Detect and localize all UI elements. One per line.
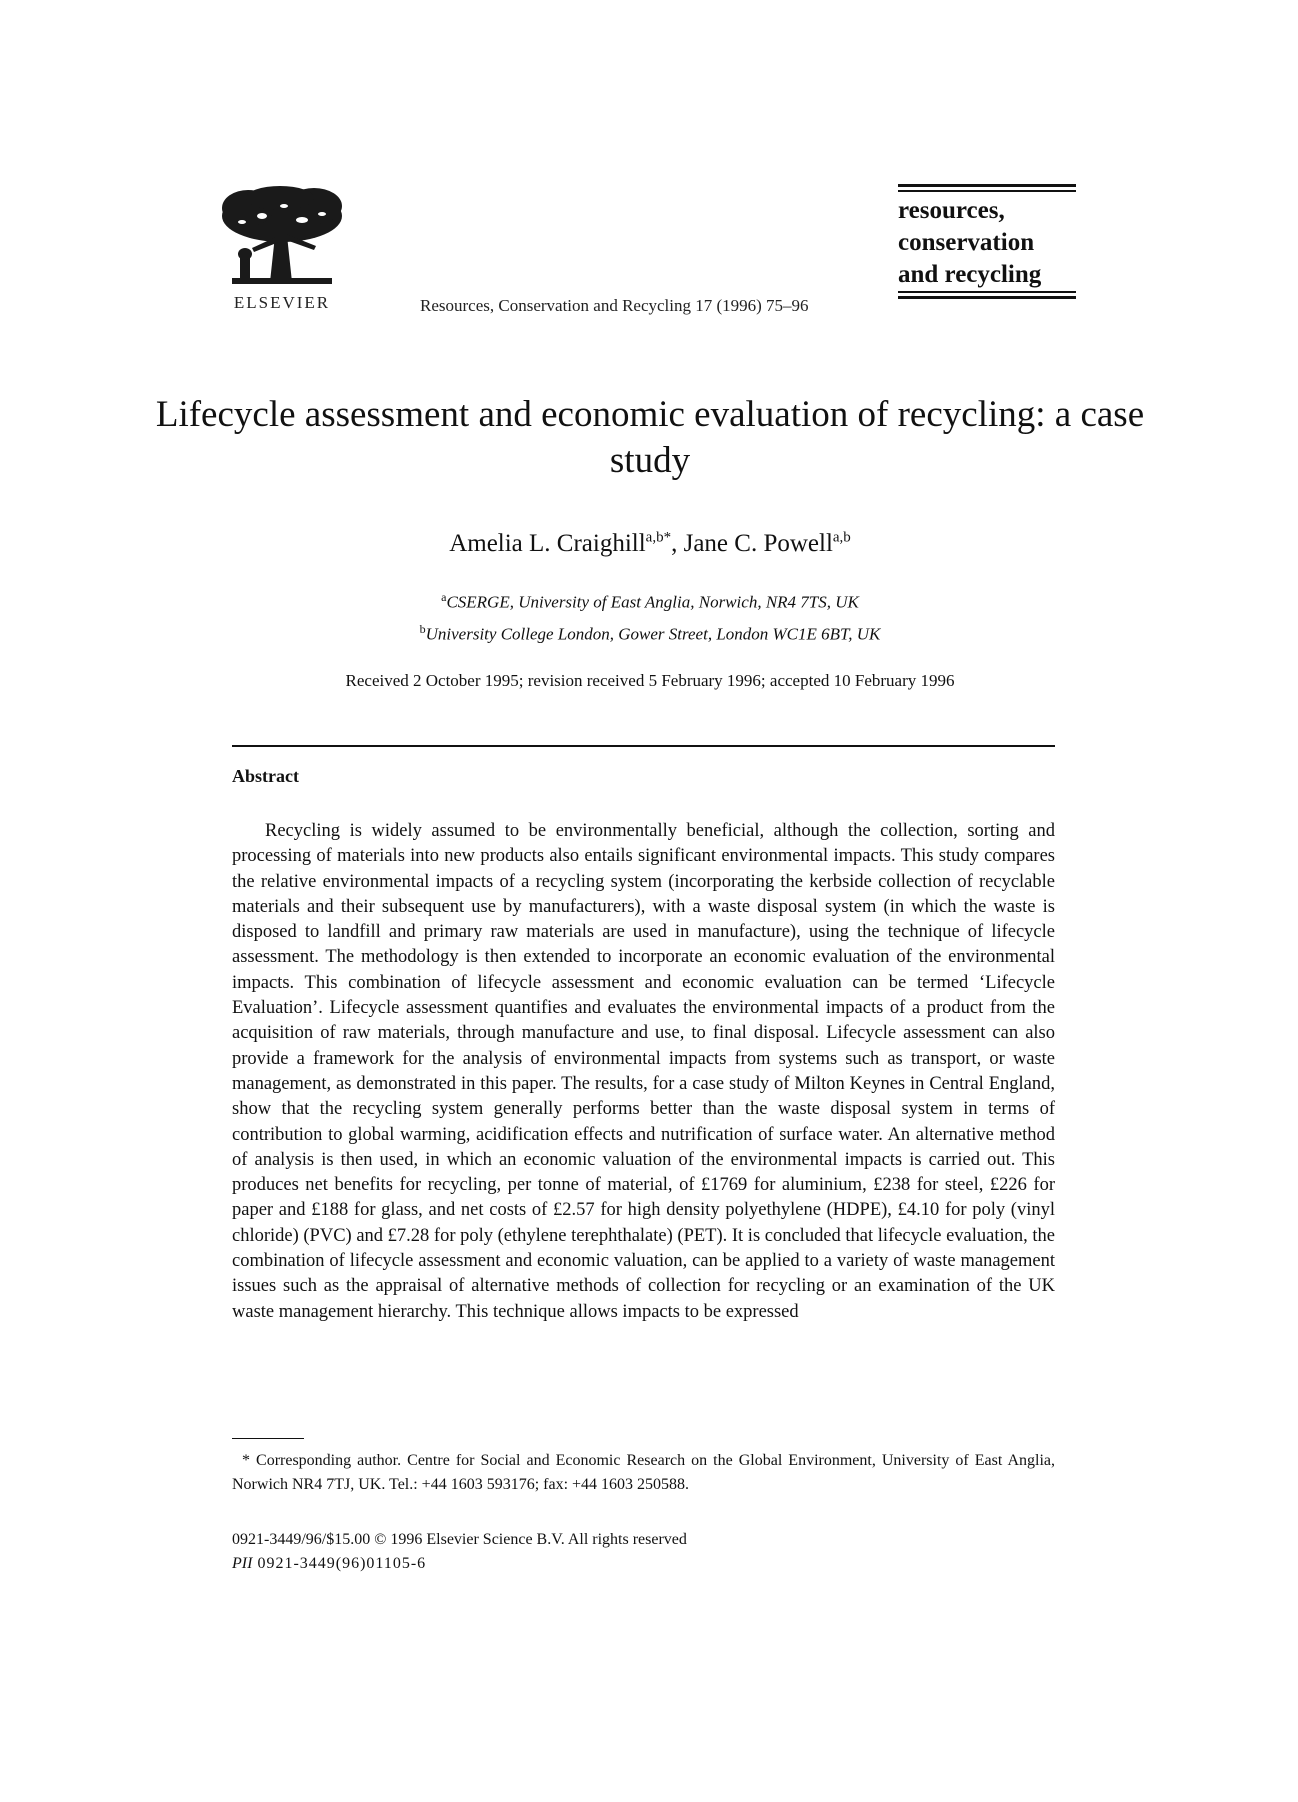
abstract-heading: Abstract bbox=[232, 766, 299, 786]
pii-number: 0921-3449(96)01105-6 bbox=[252, 1555, 427, 1572]
affiliation bbox=[150, 616, 1150, 648]
author-list bbox=[150, 530, 1150, 558]
author-name: Amelia L. Craighill bbox=[449, 530, 646, 557]
divider bbox=[232, 745, 1055, 747]
corresponding-mark: * bbox=[663, 529, 672, 546]
brand-line: resources, bbox=[898, 197, 1005, 224]
publisher-logo bbox=[218, 186, 346, 310]
journal-citation: Resources, Conservation and Recycling 17 (1996) 75–96 bbox=[420, 296, 809, 315]
affiliation-text: CSERGE, University of East Anglia, Norwich, NR4 7TS, UK bbox=[446, 592, 859, 612]
article-title: Lifecycle assessment and economic evaluation of recycling: a case study bbox=[155, 394, 1145, 481]
tree-icon bbox=[218, 186, 346, 290]
footnote-text: Corresponding author. Centre for Social and Economic Research on the Global Environment, University of East Anglia, Norwich NR4 7TJ, UK. Tel.: +44 1603 593176; fax: +44 1603 250588. bbox=[232, 1452, 1055, 1493]
brand-rule bbox=[898, 190, 1076, 192]
brand-line: conservation bbox=[898, 229, 1035, 256]
affiliation-text: University College London, Gower Street, London WC1E 6BT, UK bbox=[425, 624, 881, 644]
journal-brand bbox=[898, 184, 1076, 302]
affiliations bbox=[150, 584, 1150, 647]
pii-label: PII bbox=[232, 1555, 253, 1572]
affiliation-sup: b bbox=[419, 621, 426, 636]
author-name: Jane C. Powell bbox=[683, 530, 833, 557]
brand-rule bbox=[898, 184, 1076, 187]
received-dates: Received 2 October 1995; revision received 5 February 1996; accepted 10 February 1996 bbox=[345, 671, 955, 690]
author-separator: , bbox=[671, 530, 684, 557]
brand-line: and recycling bbox=[898, 261, 1042, 288]
abstract-body: Recycling is widely assumed to be environmentally beneficial, although the collection, sorting and processing of materials into new products also entails significant environmental impacts. This study compares the relative environmental impacts of a recycling system (incorporating the kerbside collection of recyclable materials and their subsequent use by manufacturers), with a waste disposal system (in which the waste is disposed to landfill and primary raw materials are used in manufacture), using the technique of lifecycle assessment. The methodology is then extended to incorporate an economic evaluation of the environmental impacts. This combination of lifecycle assessment and economic evaluation can be termed ‘Lifecycle Evaluation’. Lifecycle assessment quantifies and evaluates the environmental impacts of a product from the acquisition of raw materials, through manufacture and use, to final disposal. Lifecycle assessment can also provide a framework for the analysis of environmental impacts from systems such as transport, or waste management, as demonstrated in this paper. The results, for a case study of Milton Keynes in Central England, show that the recycling system generally performs better than the waste disposal system in terms of contribution to global warming, acidification effects and nutrification of surface water. An alternative method of analysis is then used, in which an economic valuation of the environmental impacts is carried out. This produces net benefits for recycling, per tonne of material, of £1769 for aluminium, £238 for steel, £226 for paper and £188 for glass, and net costs of £2.57 for high density polyethylene (HDPE), £4.10 for poly (vinyl chloride) (PVC) and £7.28 for poly (ethylene terephthalate) (PET). It is concluded that lifecycle evaluation, the combination of lifecycle assessment and economic valuation, can be applied to a variety of waste management issues such as the appraisal of alternative methods of collection for recycling or an examination of the UK waste management hierarchy. This technique allows impacts to be expressed bbox=[232, 821, 1055, 1322]
affiliation bbox=[150, 584, 1150, 616]
author-affil-sup: a,b bbox=[832, 529, 851, 546]
copyright-line: 0921-3449/96/$15.00 © 1996 Elsevier Science B.V. All rights reserved bbox=[232, 1531, 687, 1548]
footnote-mark: * bbox=[242, 1452, 250, 1469]
brand-rule bbox=[898, 296, 1076, 299]
footnote bbox=[232, 1449, 1055, 1497]
footnote-divider bbox=[232, 1438, 304, 1439]
publisher-name: ELSEVIER bbox=[233, 293, 331, 312]
affiliation-sup: a bbox=[441, 590, 447, 604]
pii-line bbox=[232, 1552, 426, 1576]
brand-rule bbox=[898, 291, 1076, 293]
author-affil-sup: a,b bbox=[645, 529, 664, 546]
